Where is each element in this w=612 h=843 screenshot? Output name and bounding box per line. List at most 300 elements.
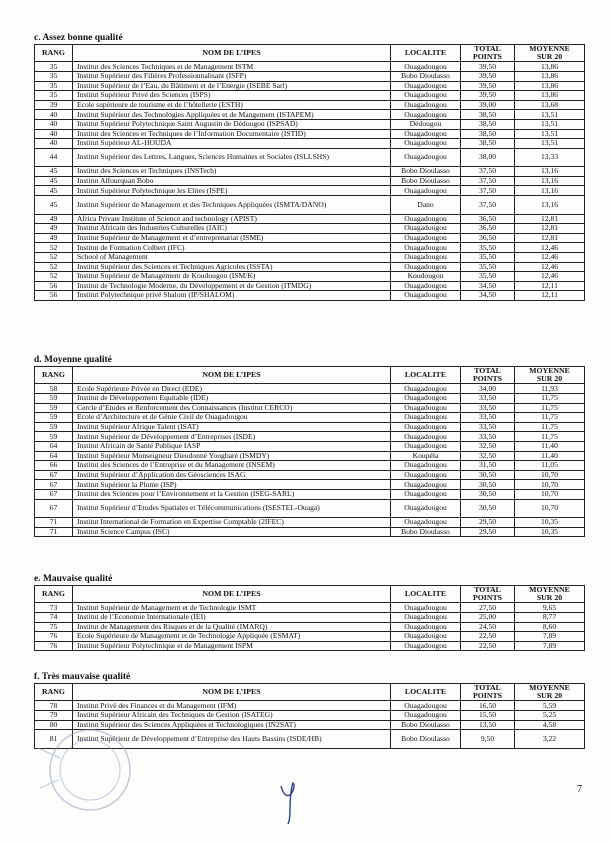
cell-nom: Institut des Sciences Techniques et de Management ISTM xyxy=(73,62,391,72)
section-title: c. Assez bonne qualité xyxy=(34,33,123,43)
header-moyenne-line2: SUR 20 xyxy=(536,52,563,62)
cell-nom: Institut de Management des Risques et de la Qualité (IMARQ) xyxy=(73,622,391,632)
cell-moyenne: 12,81 xyxy=(515,233,585,243)
cell-nom: Institut Supérieur Polytechnique Saint Augustin de Dédougou (ISPSAD) xyxy=(73,119,391,129)
cell-rang: 40 xyxy=(35,139,73,149)
table-row xyxy=(35,394,585,404)
header-rang: RANG xyxy=(35,684,73,701)
table-row xyxy=(35,233,585,243)
header-moyenne-line1: MOYENNE xyxy=(529,44,570,53)
cell-localite: Ouagadougou xyxy=(391,461,461,471)
cell-moyenne: 11,40 xyxy=(515,441,585,451)
cell-nom: Institut Supérieur de Développement d’Entreprises (ISDE) xyxy=(73,432,391,442)
cell-rang: 45 xyxy=(35,176,73,186)
table-row xyxy=(35,119,585,129)
table-row xyxy=(35,441,585,451)
cell-moyenne: 11,75 xyxy=(515,403,585,413)
header-total-line2: POINTS xyxy=(472,691,503,701)
header-total-line2: POINTS xyxy=(472,52,503,62)
cell-rang: 56 xyxy=(35,281,73,291)
cell-points: 38,50 xyxy=(461,139,515,149)
cell-nom: Institut Alfourquan Bobo xyxy=(73,176,391,186)
cell-nom: Institut Supérieur Africain des Techniques de Gestion (ISATEG) xyxy=(73,711,391,721)
cell-rang: 66 xyxy=(35,461,73,471)
table-row xyxy=(35,701,585,711)
cell-rang: 44 xyxy=(35,148,73,167)
cell-localite: Ouagadougou xyxy=(391,186,461,196)
cell-localite: Ouagadougou xyxy=(391,441,461,451)
table-row xyxy=(35,62,585,72)
cell-nom: Institut de Développement Equitable (IDE) xyxy=(73,394,391,404)
cell-rang: 58 xyxy=(35,384,73,394)
cell-localite: Ouagadougou xyxy=(391,603,461,613)
table-row xyxy=(35,139,585,149)
cell-points: 38,50 xyxy=(461,110,515,120)
table-row xyxy=(35,91,585,101)
cell-moyenne: 13,51 xyxy=(515,129,585,139)
cell-points: 9,50 xyxy=(461,730,515,749)
cell-nom: Institut de l’Economie Internationale (IEI) xyxy=(73,613,391,623)
cell-rang: 80 xyxy=(35,720,73,730)
header-rang: RANG xyxy=(35,586,73,603)
header-moyenne-line2: SUR 20 xyxy=(536,374,563,384)
cell-moyenne: 10,70 xyxy=(515,470,585,480)
cell-points: 32,50 xyxy=(461,441,515,451)
cell-localite: Koudougou xyxy=(391,272,461,282)
header-moyenne xyxy=(515,45,585,62)
cell-nom: Institut Supérieur d’Etudes Spatiales et Télécommunications (ISESTEL-Ouaga) xyxy=(73,499,391,518)
table-row xyxy=(35,100,585,110)
cell-rang: 67 xyxy=(35,499,73,518)
cell-nom: School of Management xyxy=(73,252,391,262)
cell-localite: Ouagadougou xyxy=(391,499,461,518)
cell-nom: Ecole supérieure de tourisme et de l’hôtellerie (ESTH) xyxy=(73,100,391,110)
cell-points: 22,50 xyxy=(461,632,515,642)
cell-nom: Institut Supérieur de Management de Koudougou (ISM/K) xyxy=(73,272,391,282)
cell-nom: Institut Privé des Finances et du Management (IFM) xyxy=(73,701,391,711)
cell-nom: Institut Supérieur des Lettres, Langues, Sciences Humaines et Sociales (ISLLSHS) xyxy=(73,148,391,167)
header-total-line2: POINTS xyxy=(472,374,503,384)
cell-points: 30,50 xyxy=(461,489,515,499)
table-row xyxy=(35,499,585,518)
cell-localite: Ouagadougou xyxy=(391,148,461,167)
table-row xyxy=(35,72,585,82)
cell-localite: Ouagadougou xyxy=(391,129,461,139)
table-row xyxy=(35,451,585,461)
cell-localite: Ouagadougou xyxy=(391,252,461,262)
section-assez-bonne-qualite xyxy=(34,33,584,301)
cell-localite: Ouagadougou xyxy=(391,224,461,234)
cell-localite: Bobo Dioulasso xyxy=(391,167,461,177)
cell-rang: 74 xyxy=(35,613,73,623)
section-title: e. Mauvaise qualité xyxy=(34,574,113,584)
cell-rang: 52 xyxy=(35,243,73,253)
cell-points: 33,50 xyxy=(461,422,515,432)
cell-localite: Ouagadougou xyxy=(391,701,461,711)
cell-rang: 59 xyxy=(35,394,73,404)
cell-points: 15,50 xyxy=(461,711,515,721)
cell-moyenne: 4,58 xyxy=(515,720,585,730)
cell-nom: Ecole d’Architecture et de Génie Civil de Ouagadougou xyxy=(73,413,391,423)
cell-moyenne: 12,11 xyxy=(515,291,585,301)
cell-moyenne: 7,89 xyxy=(515,632,585,642)
table-row xyxy=(35,730,585,749)
table-row xyxy=(35,461,585,471)
cell-rang: 59 xyxy=(35,432,73,442)
cell-moyenne: 10,35 xyxy=(515,527,585,537)
cell-points: 34,50 xyxy=(461,281,515,291)
cell-moyenne: 11,75 xyxy=(515,413,585,423)
cell-points: 36,50 xyxy=(461,224,515,234)
cell-moyenne: 12,81 xyxy=(515,224,585,234)
cell-moyenne: 5,25 xyxy=(515,711,585,721)
cell-moyenne: 13,51 xyxy=(515,119,585,129)
cell-points: 35,50 xyxy=(461,243,515,253)
table-row xyxy=(35,622,585,632)
cell-nom: Institut Supérieur la Plume (ISP) xyxy=(73,480,391,490)
cell-rang: 71 xyxy=(35,518,73,528)
cell-points: 39,50 xyxy=(461,72,515,82)
cell-localite: Ouagadougou xyxy=(391,403,461,413)
cell-localite: Ouagadougou xyxy=(391,243,461,253)
cell-localite: Bobo Dioulasso xyxy=(391,720,461,730)
cell-rang: 40 xyxy=(35,129,73,139)
cell-nom: Institut Africain de Santé Publique IASP xyxy=(73,441,391,451)
cell-moyenne: 12,46 xyxy=(515,243,585,253)
header-localite: LOCALITE xyxy=(391,367,461,384)
header-row xyxy=(35,684,585,701)
cell-points: 33,50 xyxy=(461,403,515,413)
cell-rang: 45 xyxy=(35,186,73,196)
cell-nom: Institut Supérieur Afrique Talent (ISAT) xyxy=(73,422,391,432)
cell-points: 37,50 xyxy=(461,186,515,196)
table-row xyxy=(35,281,585,291)
cell-points: 13,50 xyxy=(461,720,515,730)
header-total-line1: TOTAL xyxy=(474,585,501,594)
cell-localite: Ouagadougou xyxy=(391,262,461,272)
cell-points: 29,50 xyxy=(461,527,515,537)
cell-localite: Ouagadougou xyxy=(391,214,461,224)
table-row xyxy=(35,262,585,272)
cell-localite: Ouagadougou xyxy=(391,233,461,243)
cell-points: 30,50 xyxy=(461,470,515,480)
cell-nom: Institut Supérieur des Sciences Appliquées et Technologiques (IN2SAT) xyxy=(73,720,391,730)
page-number: 7 xyxy=(577,784,582,795)
table-row xyxy=(35,603,585,613)
cell-localite: Ouagadougou xyxy=(391,422,461,432)
cell-rang: 81 xyxy=(35,730,73,749)
cell-nom: Africa Private Institute of Science and technology (APIST) xyxy=(73,214,391,224)
cell-rang: 40 xyxy=(35,110,73,120)
cell-moyenne: 5,59 xyxy=(515,701,585,711)
cell-points: 39,50 xyxy=(461,62,515,72)
table-row xyxy=(35,632,585,642)
cell-nom: Institut Supérieur des Technologies Appliquées et de Mangement (ISTAPEM) xyxy=(73,110,391,120)
cell-nom: Institut Supérieur de l’Eau, du Bâtiment et de l’Energie (ISEBE Sarl) xyxy=(73,81,391,91)
cell-points: 33,50 xyxy=(461,432,515,442)
cell-points: 34,00 xyxy=(461,384,515,394)
cell-rang: 79 xyxy=(35,711,73,721)
cell-localite: Bobo Dioulasso xyxy=(391,527,461,537)
cell-nom: Institut des Sciences de l’Entreprise et du Management (INSEM) xyxy=(73,461,391,471)
table-row xyxy=(35,148,585,167)
header-nom: NOM DE L’IPES xyxy=(73,586,391,603)
cell-localite: Ouagadougou xyxy=(391,394,461,404)
cell-points: 30,50 xyxy=(461,480,515,490)
cell-rang: 73 xyxy=(35,603,73,613)
cell-moyenne: 13,16 xyxy=(515,176,585,186)
cell-rang: 49 xyxy=(35,233,73,243)
table-row xyxy=(35,384,585,394)
cell-rang: 76 xyxy=(35,632,73,642)
table-row xyxy=(35,489,585,499)
table-row xyxy=(35,167,585,177)
cell-moyenne: 10,70 xyxy=(515,499,585,518)
table-row xyxy=(35,243,585,253)
cell-nom: Ecole Supérieure de Management et de Technologie Appliquée (ESMAT) xyxy=(73,632,391,642)
cell-localite: Ouagadougou xyxy=(391,91,461,101)
cell-points: 27,50 xyxy=(461,603,515,613)
cell-nom: Institut Africain des Industries Culturelles (IAIC) xyxy=(73,224,391,234)
cell-points: 37,50 xyxy=(461,196,515,215)
header-localite: LOCALITE xyxy=(391,684,461,701)
cell-points: 16,50 xyxy=(461,701,515,711)
header-total-line1: TOTAL xyxy=(474,366,501,375)
cell-moyenne: 10,70 xyxy=(515,489,585,499)
table-row xyxy=(35,527,585,537)
cell-points: 38,50 xyxy=(461,119,515,129)
section-moyenne-qualite xyxy=(34,355,584,537)
cell-localite: Ouagadougou xyxy=(391,641,461,651)
cell-localite: Ouagadougou xyxy=(391,100,461,110)
cell-localite: Ouagadougou xyxy=(391,632,461,642)
table-row xyxy=(35,720,585,730)
cell-moyenne: 10,35 xyxy=(515,518,585,528)
header-moyenne xyxy=(515,684,585,701)
cell-moyenne: 13,68 xyxy=(515,100,585,110)
header-moyenne xyxy=(515,586,585,603)
cell-rang: 35 xyxy=(35,91,73,101)
table-row xyxy=(35,224,585,234)
header-localite: LOCALITE xyxy=(391,586,461,603)
header-row xyxy=(35,586,585,603)
header-moyenne-line1: MOYENNE xyxy=(529,683,570,692)
cell-points: 33,50 xyxy=(461,394,515,404)
cell-rang: 67 xyxy=(35,489,73,499)
cell-localite: Ouagadougou xyxy=(391,622,461,632)
table-row xyxy=(35,186,585,196)
cell-points: 29,50 xyxy=(461,518,515,528)
cell-localite: Ouagadougou xyxy=(391,281,461,291)
cell-localite: Ouagadougou xyxy=(391,413,461,423)
header-total xyxy=(461,367,515,384)
cell-localite: Dano xyxy=(391,196,461,215)
cell-points: 38,00 xyxy=(461,148,515,167)
cell-nom: Institut Supérieur de Management et d’entreprenariat (ISME) xyxy=(73,233,391,243)
header-moyenne-line1: MOYENNE xyxy=(529,366,570,375)
cell-moyenne: 11,75 xyxy=(515,394,585,404)
cell-localite: Ouagadougou xyxy=(391,139,461,149)
cell-moyenne: 13,33 xyxy=(515,148,585,167)
cell-moyenne: 11,75 xyxy=(515,432,585,442)
header-total-line2: POINTS xyxy=(472,593,503,603)
cell-points: 24,50 xyxy=(461,622,515,632)
cell-points: 33,50 xyxy=(461,413,515,423)
cell-rang: 75 xyxy=(35,622,73,632)
cell-points: 34,50 xyxy=(461,291,515,301)
cell-rang: 52 xyxy=(35,252,73,262)
cell-rang: 59 xyxy=(35,422,73,432)
cell-rang: 35 xyxy=(35,62,73,72)
section-mauvaise-qualite xyxy=(34,574,584,651)
cell-nom: Ecole Supérieure Privée en Direct (EDE) xyxy=(73,384,391,394)
cell-localite: Ouagadougou xyxy=(391,62,461,72)
table-row xyxy=(35,196,585,215)
cell-rang: 71 xyxy=(35,527,73,537)
header-localite: LOCALITE xyxy=(391,45,461,62)
cell-moyenne: 11,05 xyxy=(515,461,585,471)
cell-moyenne: 13,51 xyxy=(515,110,585,120)
table-row xyxy=(35,518,585,528)
cell-nom: Institut Supérieur Monseigneur Dieudonné Yougbaré (ISMDY) xyxy=(73,451,391,461)
section-tres-mauvaise-qualite xyxy=(34,672,584,749)
cell-rang: 52 xyxy=(35,272,73,282)
header-moyenne xyxy=(515,367,585,384)
cell-moyenne: 10,70 xyxy=(515,480,585,490)
cell-localite: Ouagadougou xyxy=(391,711,461,721)
header-nom: NOM DE L’IPES xyxy=(73,45,391,62)
cell-localite: Ouagadougou xyxy=(391,291,461,301)
table-row xyxy=(35,711,585,721)
cell-points: 31,50 xyxy=(461,461,515,471)
cell-points: 32,50 xyxy=(461,451,515,461)
cell-localite: Bobo Dioulasso xyxy=(391,730,461,749)
cell-points: 25,00 xyxy=(461,613,515,623)
cell-points: 37,50 xyxy=(461,176,515,186)
cell-nom: Institut Supérieur AL-HOUDA xyxy=(73,139,391,149)
table-row xyxy=(35,613,585,623)
cell-rang: 45 xyxy=(35,167,73,177)
ranking-table xyxy=(34,366,585,537)
cell-rang: 67 xyxy=(35,480,73,490)
table-row xyxy=(35,413,585,423)
table-row xyxy=(35,641,585,651)
cell-moyenne: 13,86 xyxy=(515,91,585,101)
cell-localite: Ouagadougou xyxy=(391,613,461,623)
cell-nom: Institut Supérieur des Filières Professionnalisant (ISFP) xyxy=(73,72,391,82)
cell-moyenne: 13,86 xyxy=(515,72,585,82)
cell-moyenne: 13,16 xyxy=(515,196,585,215)
cell-localite: Bobo Dioulasso xyxy=(391,72,461,82)
cell-moyenne: 13,51 xyxy=(515,139,585,149)
section-title: f. Très mauvaise qualité xyxy=(34,672,131,682)
cell-nom: Institut Supérieur Polytechnique et de Management ISPM xyxy=(73,641,391,651)
cell-rang: 67 xyxy=(35,470,73,480)
cell-moyenne: 12,46 xyxy=(515,252,585,262)
cell-moyenne: 12,81 xyxy=(515,214,585,224)
cell-points: 39,50 xyxy=(461,81,515,91)
cell-moyenne: 11,75 xyxy=(515,422,585,432)
cell-moyenne: 11,40 xyxy=(515,451,585,461)
table-row xyxy=(35,470,585,480)
cell-nom: Institut des Sciences et Techniques de l’Information Documentaire (ISTID) xyxy=(73,129,391,139)
table-row xyxy=(35,214,585,224)
cell-moyenne: 13,16 xyxy=(515,167,585,177)
cell-rang: 35 xyxy=(35,81,73,91)
cell-points: 35,50 xyxy=(461,252,515,262)
table-row xyxy=(35,480,585,490)
cell-nom: Institut Polytechnique privé Shalom (IP/SHALOM) xyxy=(73,291,391,301)
table-row xyxy=(35,110,585,120)
cell-rang: 35 xyxy=(35,72,73,82)
cell-points: 36,50 xyxy=(461,233,515,243)
cell-rang: 45 xyxy=(35,196,73,215)
cell-nom: Institut des Sciences et Techniques (INSTech) xyxy=(73,167,391,177)
cell-localite: Ouagadougou xyxy=(391,384,461,394)
header-moyenne-line2: SUR 20 xyxy=(536,593,563,603)
header-total-line1: TOTAL xyxy=(474,683,501,692)
table-row xyxy=(35,432,585,442)
cell-moyenne: 3,22 xyxy=(515,730,585,749)
table-row xyxy=(35,403,585,413)
cell-nom: Institut Science Campus (ISC) xyxy=(73,527,391,537)
cell-points: 30,50 xyxy=(461,499,515,518)
cell-rang: 49 xyxy=(35,224,73,234)
cell-moyenne: 11,93 xyxy=(515,384,585,394)
cell-nom: Institut Supérieur Polytechnique les Elites (ISPE) xyxy=(73,186,391,196)
cell-points: 36,50 xyxy=(461,214,515,224)
cell-localite: Ouagadougou xyxy=(391,110,461,120)
table-row xyxy=(35,422,585,432)
cell-localite: Bobo Dioulasso xyxy=(391,176,461,186)
cell-rang: 56 xyxy=(35,291,73,301)
cell-localite: Ouagadougou xyxy=(391,432,461,442)
header-row xyxy=(35,367,585,384)
cell-points: 22,50 xyxy=(461,641,515,651)
cell-points: 35,50 xyxy=(461,262,515,272)
cell-rang: 49 xyxy=(35,214,73,224)
table-row xyxy=(35,129,585,139)
cell-nom: Institut des Sciences pour l’Environnement et la Gestion (ISEG-SARL) xyxy=(73,489,391,499)
cell-moyenne: 8,60 xyxy=(515,622,585,632)
cell-points: 37,50 xyxy=(461,167,515,177)
cell-moyenne: 13,16 xyxy=(515,186,585,196)
cell-localite: Dédougou xyxy=(391,119,461,129)
cell-rang: 59 xyxy=(35,413,73,423)
cell-rang: 59 xyxy=(35,403,73,413)
cell-nom: Institut Supérieur de Management et de Technologie ISMT xyxy=(73,603,391,613)
header-moyenne-line2: SUR 20 xyxy=(536,691,563,701)
cell-rang: 40 xyxy=(35,119,73,129)
header-total xyxy=(461,684,515,701)
cell-moyenne: 12,46 xyxy=(515,262,585,272)
cell-nom: Institut Supérieur Privé des Sciences (ISPS) xyxy=(73,91,391,101)
ranking-table xyxy=(34,585,585,651)
cell-points: 39,50 xyxy=(461,91,515,101)
cell-rang: 76 xyxy=(35,641,73,651)
signature xyxy=(275,780,305,825)
cell-rang: 64 xyxy=(35,441,73,451)
cell-nom: Institut Supérieur de Développement d’Entreprise des Hauts Bassins (ISDE/HB) xyxy=(73,730,391,749)
cell-moyenne: 12,46 xyxy=(515,272,585,282)
table-row xyxy=(35,291,585,301)
cell-points: 35,50 xyxy=(461,272,515,282)
cell-nom: Institut International de Formation en Expertise Comptable (2IFEC) xyxy=(73,518,391,528)
ranking-table xyxy=(34,683,585,749)
header-moyenne-line1: MOYENNE xyxy=(529,585,570,594)
cell-nom: Institut Supérieur d’Application des Géosciences ISAG xyxy=(73,470,391,480)
cell-nom: Institut de Technologie Moderne, du Développement et de Gestion (ITMDG) xyxy=(73,281,391,291)
